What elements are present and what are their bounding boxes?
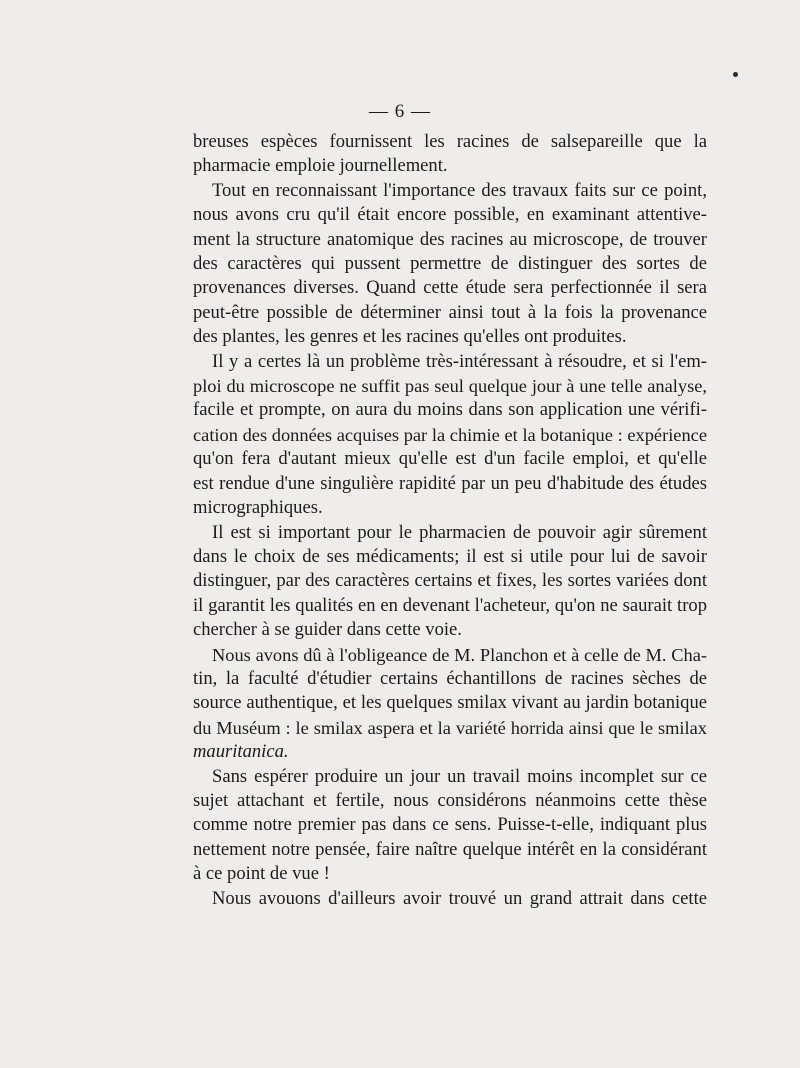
text-line: à ce point de vue ! xyxy=(193,863,330,885)
text-line: cation des données acquises par la chimie et la botanique : expérience xyxy=(193,424,707,445)
text-line: distinguer, par des caractères certains et fixes, les sortes variées dont xyxy=(193,570,707,592)
ink-speck xyxy=(733,72,738,77)
text-line: Nous avouons d'ailleurs avoir trouvé un grand attrait dans cette xyxy=(212,887,707,909)
page-number: — 6 — xyxy=(369,101,431,122)
text-line: nous avons cru qu'il était encore possible, en examinant attentive- xyxy=(193,204,707,226)
text-line: Nous avons dû à l'obligeance de M. Planchon et à celle de M. Cha- xyxy=(212,644,707,665)
text-line: Il est si important pour le pharmacien de pouvoir agir sûrement xyxy=(212,521,707,543)
text-line: est rendue d'une singulière rapidité par un peu d'habitude des études xyxy=(193,472,707,494)
text-line: provenances diverses. Quand cette étude sera perfectionnée il sera xyxy=(193,277,707,299)
text-line: source authentique, et les quelques smilax vivant au jardin botanique xyxy=(193,692,707,714)
text-line: des plantes, les genres et les racines qu'elles ont produites. xyxy=(193,326,627,348)
text-line: breuses espèces fournissent les racines de salsepareille que la xyxy=(193,131,707,152)
text-line: facile et prompte, on aura du moins dans son application une vérifi- xyxy=(193,399,707,421)
text-line: ploi du microscope ne suffit pas seul quelque jour à une telle analyse, xyxy=(193,376,707,397)
text-line: ment la structure anatomique des racines au microscope, de trouver xyxy=(193,228,707,250)
body-text xyxy=(193,130,707,911)
text-line: qu'on fera d'autant mieux qu'elle est d'un facile emploi, et qu'elle xyxy=(193,448,707,470)
text-line: dans le choix de ses médicaments; il est si utile pour lui de savoir xyxy=(193,545,707,567)
text-line: Il y a certes là un problème très-intéressant à résoudre, et si l'em- xyxy=(212,350,707,372)
text-line: du Muséum : le smilax aspera et la variété horrida ainsi que le smilax xyxy=(193,717,707,738)
text-line: Tout en reconnaissant l'importance des travaux faits sur ce point, xyxy=(212,179,707,201)
text-line: sujet attachant et fertile, nous considérons néanmoins cette thèse xyxy=(193,789,707,811)
text-line: des caractères qui pussent permettre de distinguer des sortes de xyxy=(193,253,707,275)
text-line: micrographiques. xyxy=(193,497,323,519)
text-line: peut-être possible de déterminer ainsi tout à la fois la provenance xyxy=(193,301,707,323)
text-line: nettement notre pensée, faire naître quelque intérêt en la considérant xyxy=(193,838,707,860)
text-line: chercher à se guider dans cette voie. xyxy=(193,619,462,641)
text-line: mauritanica. xyxy=(193,741,289,763)
text-line: Sans espérer produire un jour un travail moins incomplet sur ce xyxy=(212,765,707,787)
text-line: pharmacie emploie journellement. xyxy=(193,155,448,177)
text-line: il garantit les qualités en en devenant l'acheteur, qu'on ne saurait trop xyxy=(193,594,707,616)
text-line: tin, la faculté d'étudier certains échantillons de racines sèches de xyxy=(193,667,707,689)
text-line: comme notre premier pas dans ce sens. Puisse-t-elle, indiquant plus xyxy=(193,814,707,836)
